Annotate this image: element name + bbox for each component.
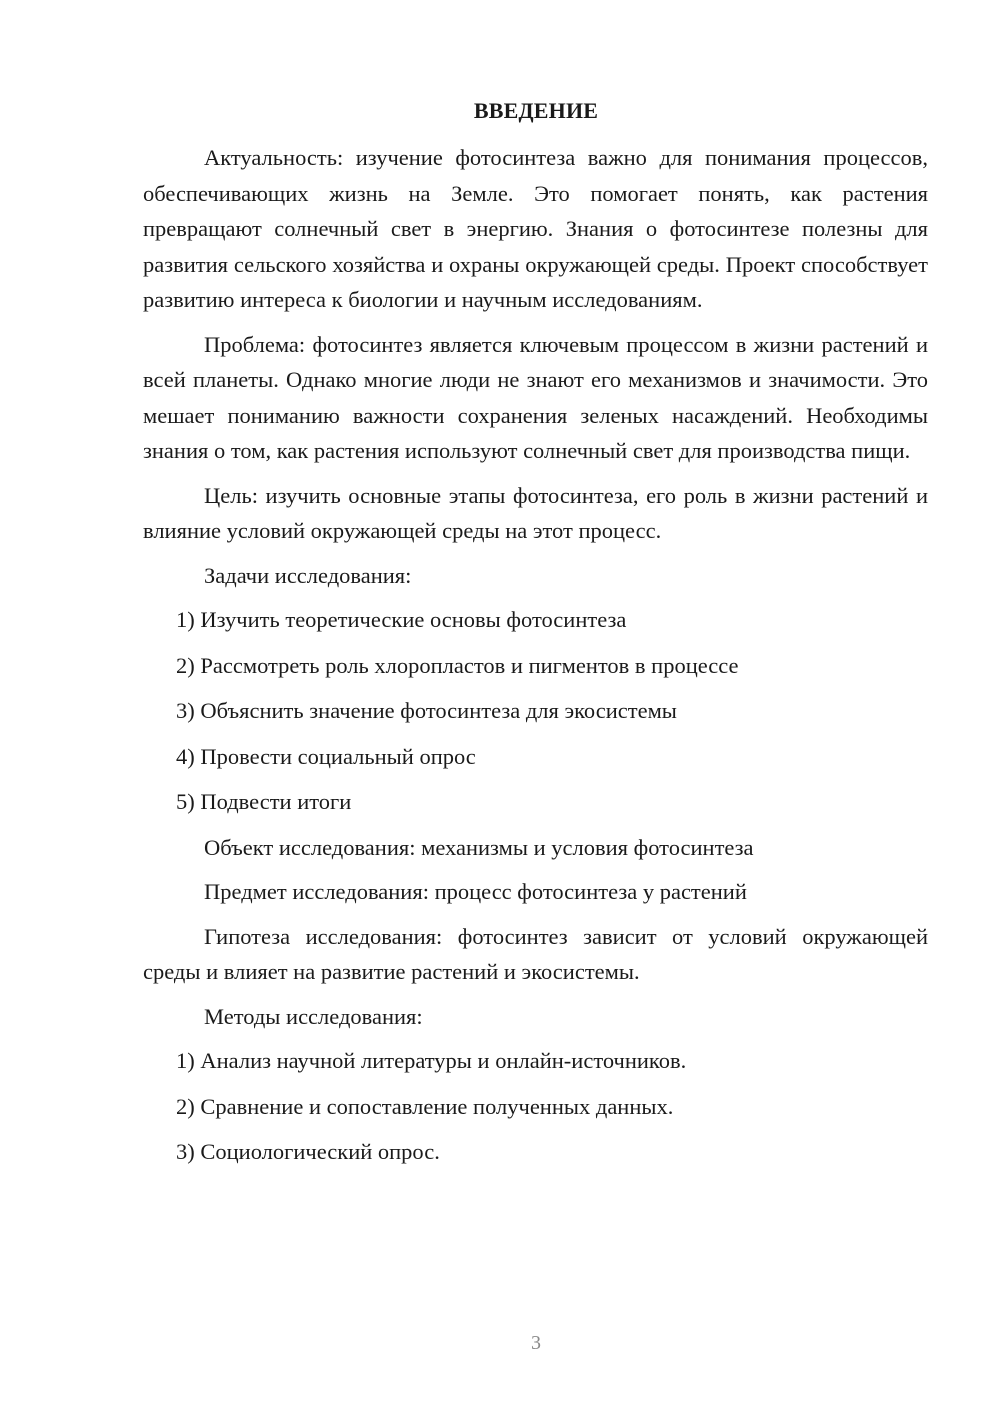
list-item: 1) Анализ научной литературы и онлайн-источников. (176, 1048, 687, 1073)
list-item: 1) Изучить теоретические основы фотосинтеза (176, 607, 627, 632)
list-item: 5) Подвести итоги (176, 789, 352, 814)
page-title: ВВЕДЕНИЕ (473, 98, 599, 123)
problem-paragraph: Проблема: фотосинтез является ключевым процессом в жизни растений и всей планеты. Однако многие люди не знают его механизмов и значимости. Это мешает пониманию важности сохранения зеленых насаждений. Необходимы знания о том, как растения используют солнечный свет для производства пищи. (143, 331, 928, 463)
methods-list (143, 1043, 928, 1170)
list-item: 4) Провести социальный опрос (176, 743, 476, 769)
list-item: 2) Рассмотреть роль хлоропластов и пигментов в процессе (176, 652, 739, 678)
hypothesis-paragraph: Гипотеза исследования: фотосинтез зависит от условий окружающей среды и влияет на развитие растений и экосистемы. (143, 923, 928, 984)
list-item: 3) Социологический опрос. (176, 1139, 440, 1164)
document-body (143, 140, 928, 1180)
methods-heading: Методы исследования: (204, 1003, 423, 1029)
tasks-heading: Задачи исследования: (204, 562, 412, 588)
list-item: 2) Сравнение и сопоставление полученных данных. (176, 1093, 674, 1119)
object-paragraph: Объект исследования: механизмы и условия фотосинтеза (204, 834, 754, 860)
goal-paragraph: Цель: изучить основные этапы фотосинтеза, его роль в жизни растений и влияние условий окружающей среды на этот процесс. (143, 482, 928, 543)
tasks-list (143, 602, 928, 820)
subject-paragraph: Предмет исследования: процесс фотосинтеза у растений (204, 879, 747, 904)
relevance-paragraph: Актуальность: изучение фотосинтеза важно для понимания процессов, обеспечивающих жизнь на Земле. Это помогает понять, как растения превращают солнечный свет в энергию. Знания о фотосинтезе полезны для развития сельского хозяйства и охраны окружающей среды. Проект способствует развитию интереса к биологии и научным исследованиям. (143, 145, 928, 312)
page-number: 3 (531, 1332, 541, 1354)
list-item: 3) Объяснить значение фотосинтеза для экосистемы (176, 698, 677, 723)
